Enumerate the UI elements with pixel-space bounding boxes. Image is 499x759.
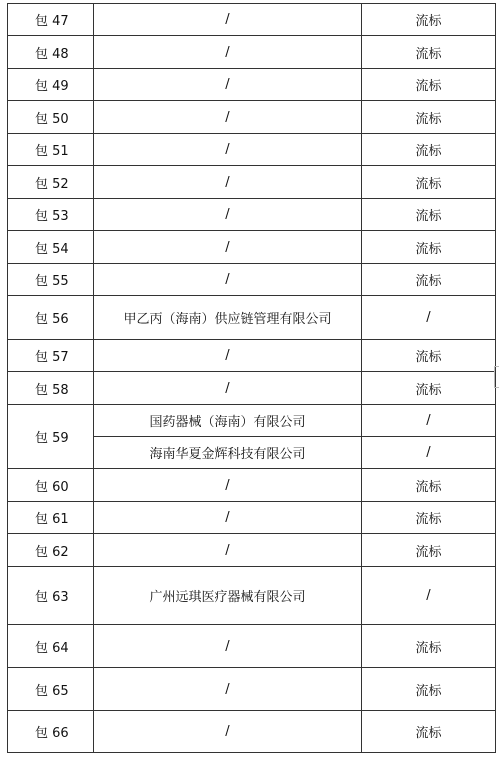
package-cell: 包 53 xyxy=(8,199,94,231)
company-cell: / xyxy=(94,134,362,166)
table-row xyxy=(8,625,496,668)
company-cell: 国药器械（海南）有限公司 xyxy=(94,405,362,437)
table-row xyxy=(8,134,496,166)
package-cell: 包 51 xyxy=(8,134,94,166)
result-cell: 流标 xyxy=(362,199,496,231)
table-row xyxy=(8,340,496,372)
package-cell: 包 59 xyxy=(8,405,94,469)
table-row xyxy=(8,668,496,711)
company-cell: / xyxy=(94,69,362,101)
table-row xyxy=(8,567,496,625)
package-cell: 包 47 xyxy=(8,4,94,36)
company-cell: / xyxy=(94,711,362,753)
result-cell: 流标 xyxy=(362,134,496,166)
package-cell: 包 49 xyxy=(8,69,94,101)
table-row xyxy=(8,36,496,69)
table-row xyxy=(8,405,496,437)
table-row xyxy=(8,231,496,264)
package-cell: 包 54 xyxy=(8,231,94,264)
company-cell: / xyxy=(94,340,362,372)
company-cell: / xyxy=(94,625,362,668)
result-cell: 流标 xyxy=(362,166,496,199)
table-row xyxy=(8,296,496,340)
package-cell: 包 64 xyxy=(8,625,94,668)
company-cell: / xyxy=(94,534,362,567)
result-cell: / xyxy=(362,405,496,437)
company-cell: / xyxy=(94,668,362,711)
table-row xyxy=(8,502,496,534)
table-row xyxy=(8,264,496,296)
company-cell: 海南华夏金辉科技有限公司 xyxy=(94,437,362,469)
package-cell: 包 62 xyxy=(8,534,94,567)
company-cell: / xyxy=(94,4,362,36)
result-cell: / xyxy=(362,437,496,469)
table-row xyxy=(8,166,496,199)
result-cell: 流标 xyxy=(362,372,496,405)
result-cell: 流标 xyxy=(362,340,496,372)
package-cell: 包 63 xyxy=(8,567,94,625)
package-cell: 包 48 xyxy=(8,36,94,69)
company-cell: / xyxy=(94,469,362,502)
table-row xyxy=(8,534,496,567)
table-body xyxy=(8,4,496,753)
company-cell: / xyxy=(94,101,362,134)
result-cell: 流标 xyxy=(362,534,496,567)
table-row xyxy=(8,199,496,231)
package-cell: 包 50 xyxy=(8,101,94,134)
company-cell: 广州远琪医疗器械有限公司 xyxy=(94,567,362,625)
result-cell: 流标 xyxy=(362,668,496,711)
table-row xyxy=(8,101,496,134)
result-cell: 流标 xyxy=(362,69,496,101)
package-cell: 包 57 xyxy=(8,340,94,372)
table-row xyxy=(8,69,496,101)
package-cell: 包 60 xyxy=(8,469,94,502)
result-cell: 流标 xyxy=(362,711,496,753)
table-row xyxy=(8,469,496,502)
table-row xyxy=(8,372,496,405)
package-cell: 包 58 xyxy=(8,372,94,405)
result-cell: 流标 xyxy=(362,231,496,264)
company-cell: / xyxy=(94,502,362,534)
package-cell: 包 66 xyxy=(8,711,94,753)
package-cell: 包 55 xyxy=(8,264,94,296)
company-cell: / xyxy=(94,36,362,69)
result-cell: 流标 xyxy=(362,4,496,36)
company-cell: / xyxy=(94,264,362,296)
company-cell: / xyxy=(94,199,362,231)
edge-marker xyxy=(494,366,499,388)
package-cell: 包 65 xyxy=(8,668,94,711)
package-cell: 包 56 xyxy=(8,296,94,340)
company-cell: / xyxy=(94,231,362,264)
result-cell: 流标 xyxy=(362,101,496,134)
table-row xyxy=(8,4,496,36)
result-cell: 流标 xyxy=(362,264,496,296)
company-cell: 甲乙丙（海南）供应链管理有限公司 xyxy=(94,296,362,340)
result-cell: 流标 xyxy=(362,469,496,502)
company-cell: / xyxy=(94,166,362,199)
result-cell: / xyxy=(362,567,496,625)
table-row xyxy=(8,711,496,753)
result-cell: / xyxy=(362,296,496,340)
package-cell: 包 61 xyxy=(8,502,94,534)
result-cell: 流标 xyxy=(362,36,496,69)
bid-results-table xyxy=(7,3,496,753)
result-cell: 流标 xyxy=(362,502,496,534)
result-cell: 流标 xyxy=(362,625,496,668)
company-cell: / xyxy=(94,372,362,405)
package-cell: 包 52 xyxy=(8,166,94,199)
